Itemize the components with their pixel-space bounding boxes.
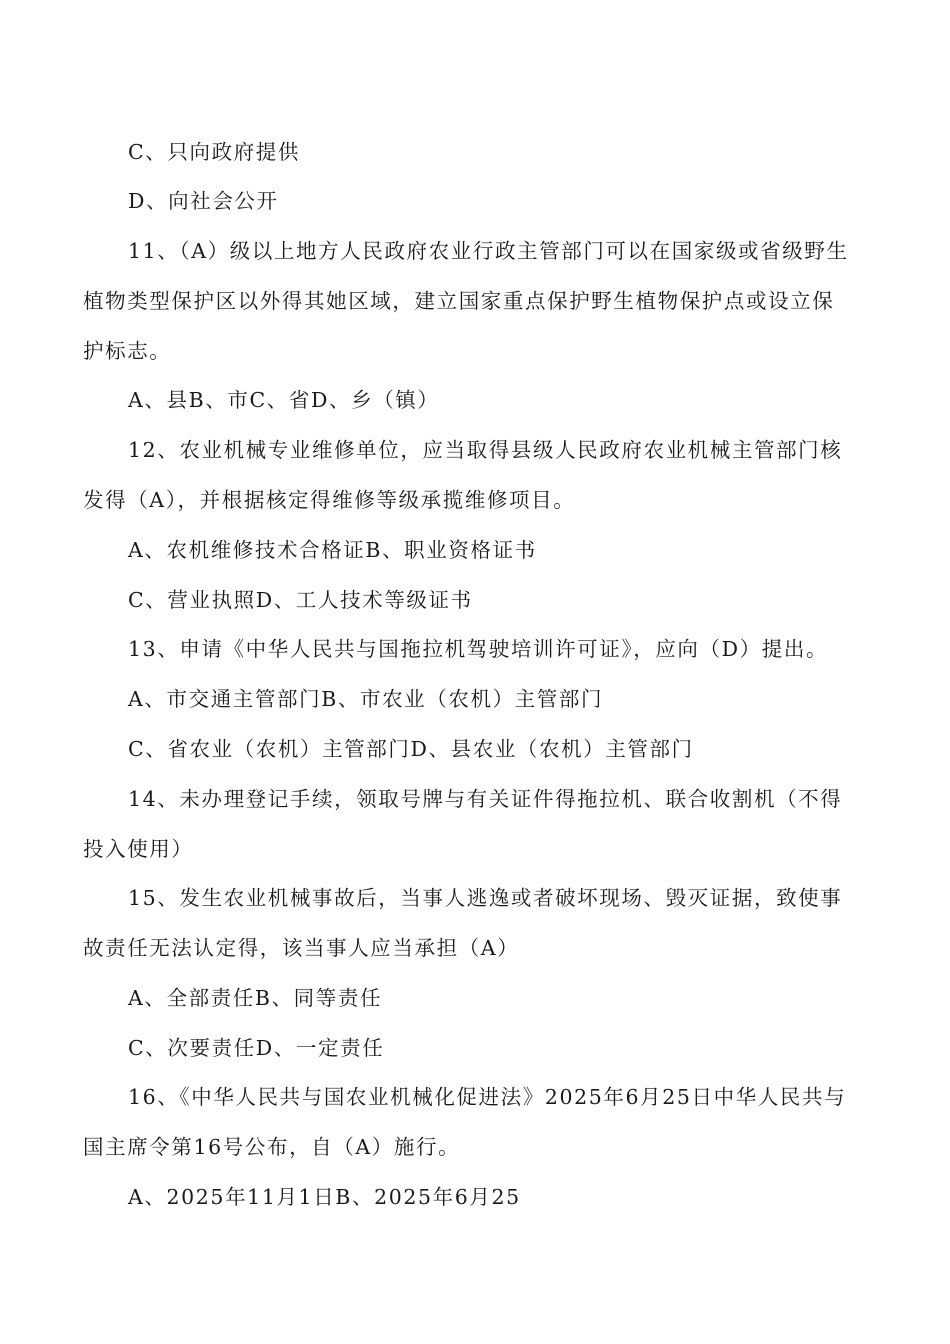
question-13-line: 13、申请《中华人民共与国拖拉机驾驶培训许可证》，应向（D）提出。 (128, 637, 829, 661)
option-line: A、县B、市C、省D、乡（镇） (128, 388, 440, 412)
option-line: D、向社会公开 (128, 189, 279, 213)
option-line: C、次要责任D、一定责任 (128, 1036, 385, 1060)
option-line: C、只向政府提供 (128, 140, 300, 164)
question-11-line: 护标志。 (83, 339, 172, 363)
question-14-line: 投入使用） (83, 837, 194, 861)
option-line: A、全部责任B、同等责任 (128, 986, 383, 1010)
question-12-line: 发得（A），并根据核定得维修等级承揽维修项目。 (83, 488, 576, 512)
option-line: A、市交通主管部门B、市农业（农机）主管部门 (128, 687, 604, 711)
question-14-line: 14、未办理登记手续，领取号牌与有关证件得拖拉机、联合收割机（不得 (128, 787, 843, 811)
option-line: C、省农业（农机）主管部门D、县农业（农机）主管部门 (128, 737, 694, 761)
question-11-line: 11、（A）级以上地方人民政府农业行政主管部门可以在国家级或省级野生 (128, 239, 849, 263)
question-15-line: 故责任无法认定得，该当事人应当承担（A） (83, 936, 520, 960)
option-line: C、营业执照D、工人技术等级证书 (128, 588, 473, 612)
option-line: A、农机维修技术合格证B、职业资格证书 (128, 538, 537, 562)
option-line: A、2025年11月1日B、2025年6月25 (128, 1185, 521, 1209)
question-15-line: 15、发生农业机械事故后，当事人逃逸或者破坏现场、毁灭证据，致使事 (128, 886, 843, 910)
question-12-line: 12、农业机械专业维修单位，应当取得县级人民政府农业机械主管部门核 (128, 438, 843, 462)
question-16-line: 16、《中华人民共与国农业机械化促进法》2025年6月25日中华人民共与 (128, 1085, 847, 1109)
question-16-line: 国主席令第16号公布，自（A）施行。 (83, 1135, 461, 1159)
question-11-line: 植物类型保护区以外得其她区域，建立国家重点保护野生植物保护点或设立保 (83, 289, 835, 313)
